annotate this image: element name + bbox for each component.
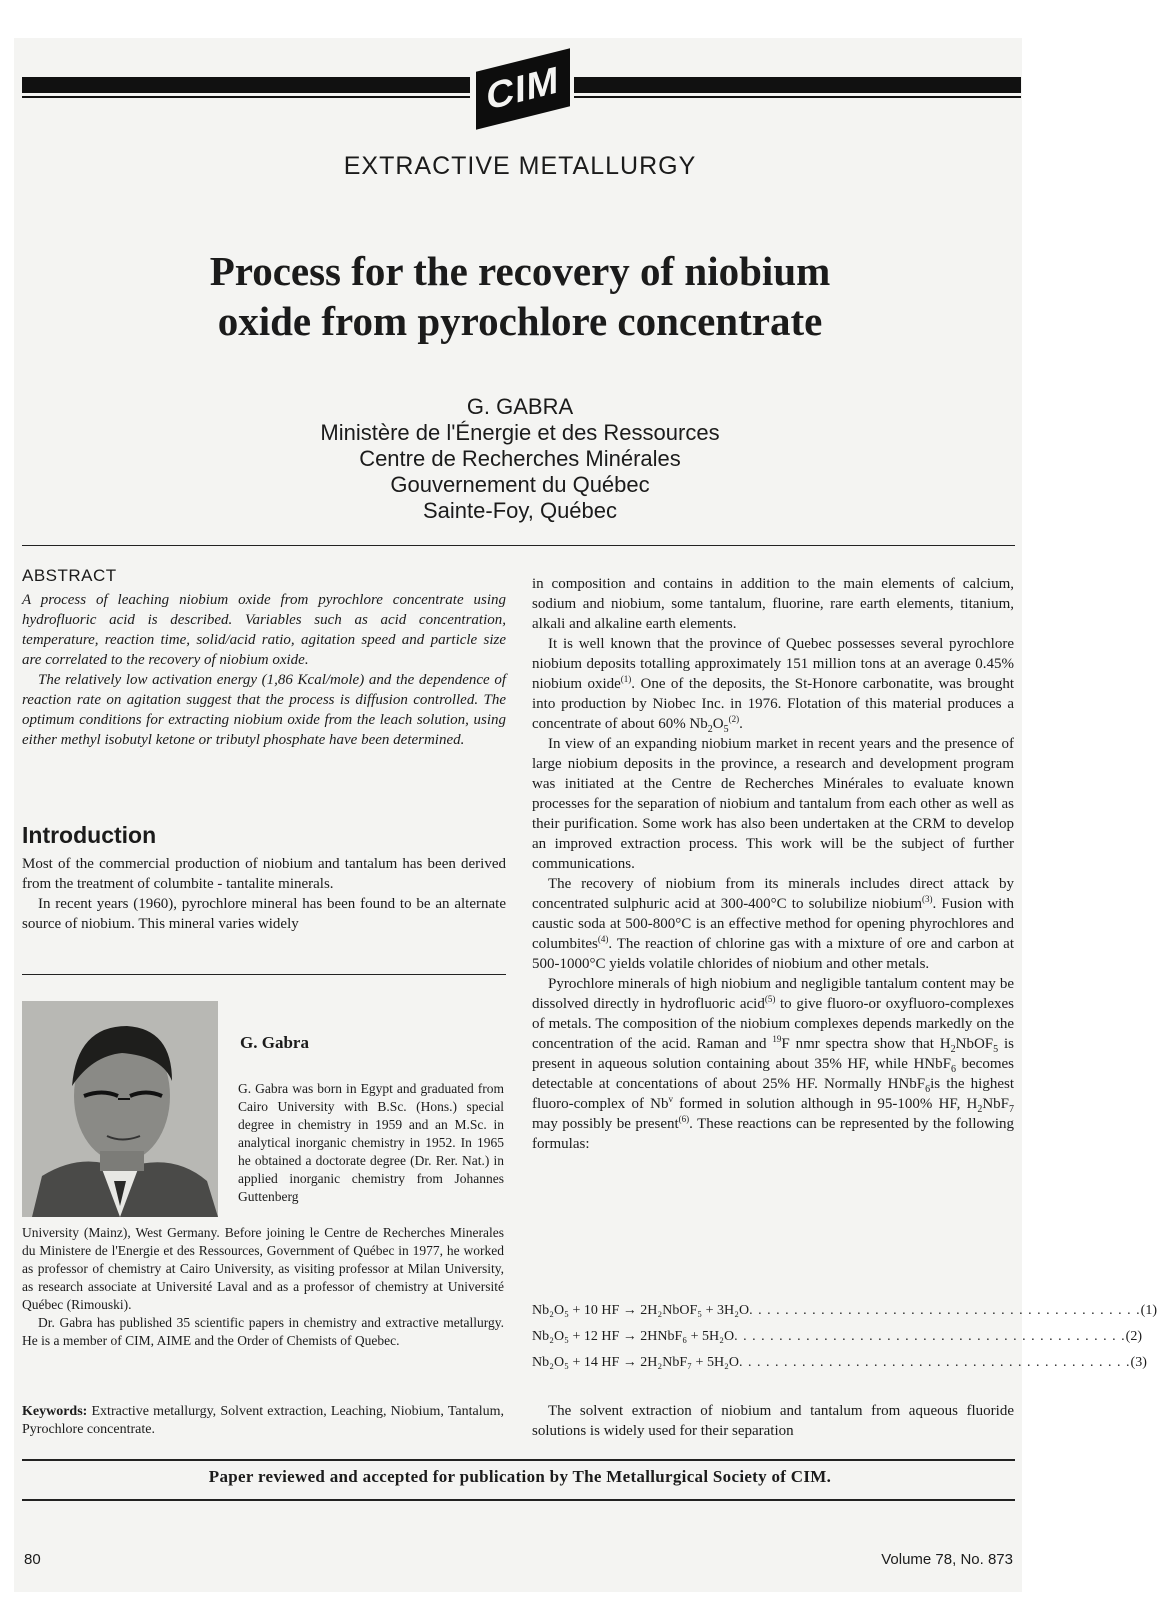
header-rule-left-thin: [22, 96, 470, 98]
bio-text-bottom: [22, 1224, 504, 1350]
introduction-heading: Introduction: [22, 822, 157, 848]
abstract-paragraph: A process of leaching niobium oxide from pyrochlore concentrate using hydrofluoric acid is described. Variables such as acid concentration, temperature, reaction time, solid/acid ratio, agitation speed and particle size are correlated to the recovery of niobium oxide.: [22, 592, 506, 668]
keywords-label: Keywords:: [22, 1404, 88, 1419]
abstract-heading: ABSTRACT: [22, 566, 117, 585]
review-note: Paper reviewed and accepted for publication by The Metallurgical Society of CIM.: [208, 1467, 832, 1486]
page-number: 80: [24, 1551, 41, 1568]
bio-text-top: [238, 1080, 504, 1206]
right-column: [532, 574, 1014, 1154]
author-photo-drawing: [22, 1001, 218, 1217]
body-paragraph: In view of an expanding niobium market in recent years and the presence of large niobium deposits in the province, a research and development program was initiated at the Centre de Recherches Minérales to evaluate known processes for the separation of niobium and tantalum from each other as well as their purification. Some work has also been undertaken at the CRM to develop an improved extraction process. This work will be the subject of further communications.: [532, 736, 1014, 872]
affiliation-line: Sainte-Foy, Québec: [422, 498, 618, 523]
keywords-text: Extractive metallurgy, Solvent extraction, Leaching, Niobium, Tantalum, Pyrochlore concentrate.: [22, 1404, 505, 1437]
article-title: [0, 246, 1040, 346]
affiliation-line: Centre de Recherches Minérales: [359, 446, 681, 471]
right-column-end: [532, 1401, 1014, 1441]
author-name: G. GABRA: [466, 394, 574, 419]
abstract-paragraph: The relatively low activation energy (1,86 Kcal/mole) and the dependence of reaction rate on agitation suggest that the process is diffusion controlled. The optimum conditions for extracting niobium oxide from the leach solution, using either methyl isobutyl ketone or tributyl phosphate have been determined.: [22, 672, 506, 748]
equation-row: Nb₂O₅ + 14 HF → 2H₂NbF₇ + 5H₂O . . . . . . . . . . . . . . . . . . . . . . . . . . . . . . . . . . . . . . . . . . . . (3): [532, 1355, 1147, 1370]
footer-rule-bottom: [22, 1499, 1015, 1501]
bio-paragraph: G. Gabra was born in Egypt and graduated from Cairo University with B.Sc. (Hons.) special degree in chemistry in 1959 and an M.Sc. in analytical inorganic chemistry in 1952. In 1965 he obtained a doctorate degree (Dr. Rer. Nat.) in applied inorganic chemistry from Johannes Guttenberg: [238, 1081, 504, 1204]
bio-paragraph: University (Mainz), West Germany. Before joining le Centre de Recherches Minerales du Ministere de l'Energie et des Ressources, Government of Québec in 1977, he worked as professor of chemistry at Cairo University, as visiting professor at Milan University, as research associate at Université Laval and as a professor of chemistry at Université Québec (Rimouski).: [22, 1225, 504, 1312]
bio-name: G. Gabra: [240, 1033, 309, 1052]
body-paragraph: Most of the commercial production of niobium and tantalum has been derived from the treatment of columbite - tantalite minerals.: [22, 856, 506, 892]
affiliation-line: Ministère de l'Énergie et des Ressources: [320, 420, 720, 445]
header-rule-left: [22, 77, 470, 93]
body-paragraph: The recovery of niobium from its minerals includes direct attack by concentrated sulphuric acid at 300-400°C to solubilize niobium$^{(3)}$. Fusion with caustic soda at 500-800°C is an effective method for opening phyrochlores and columbites$^{(4)}$. The reaction of chlorine gas with a mixture of ore and carbon at 500-1000°C yields volatile chlorides of niobium and other metals.: [532, 876, 1014, 972]
bio-paragraph: Dr. Gabra has published 35 scientific papers in chemistry and extractive metallurgy. He is a member of CIM, AIME and the Order of Chemists of Quebec.: [22, 1315, 504, 1348]
title-line-2: oxide from pyrochlore concentrate: [217, 298, 823, 344]
body-paragraph: The solvent extraction of niobium and tantalum from aqueous fluoride solutions is widely used for their separation: [532, 1403, 1014, 1439]
section-heading: EXTRACTIVE METALLURGY: [343, 152, 697, 180]
body-paragraph: It is well known that the province of Quebec possesses several pyrochlore niobium deposits totalling approximately 151 million tons at an average 0.45% niobium oxide$^{(1)}$. One of the deposits, the St-Honore carbonatite, was brought into production by Niobec Inc. in 1976. Flotation of this material produces a concentrate of about 60% $Nb_2O_5^{(2)}$.: [532, 636, 1014, 735]
divider-under-header: [22, 545, 1015, 546]
body-paragraph: Pyrochlore minerals of high niobium and negligible tantalum content may be dissolved directly in hydrofluoric acid$^{(5)}$ to give fluoro-or oxyfluoro-complexes of metals. The composition of the niobium complexes depends markedly on the concentration of the acid. Raman and $^{19}$F nmr spectra show that $H_2NbOF_5$ is present in aqueous solution containing about 35% HF, while HNbF$_6$ becomes detectable at concentations of about 25% HF. Normally HNbF$_6$is the highest fluoro-complex of Nb$^v$ formed in solution although in 95-100% HF, $H_2NbF_7$ may possibly be present$^{(6)}$. These reactions can be represented by the following formulas:: [532, 976, 1015, 1152]
equation-row: Nb₂O₅ + 12 HF → 2HNbF₆ + 5H₂O . . . . . . . . . . . . . . . . . . . . . . . . . . . . . . . . . . . . . . . . . . . . (2): [532, 1329, 1142, 1344]
cim-logo: CIM: [476, 48, 570, 129]
abstract-text: [22, 590, 506, 750]
header-rule-right-thin: [574, 96, 1021, 98]
equation-row: Nb₂O₅ + 10 HF → 2H₂NbOF₅ + 3H₂O . . . . . . . . . . . . . . . . . . . . . . . . . . . . . . . . . . . . . . . . . . . . (1): [532, 1303, 1157, 1318]
volume-info: Volume 78, No. 873: [881, 1551, 1013, 1568]
affiliation-line: Gouvernement du Québec: [390, 472, 650, 497]
equations: [532, 1298, 1157, 1376]
body-paragraph: In recent years (1960), pyrochlore mineral has been found to be an alternate source of niobium. This mineral varies widely: [22, 896, 506, 932]
body-paragraph: in composition and contains in addition to the main elements of calcium, sodium and niobium, some tantalum, fluorine, rare earth elements, titanium, alkali and alkaline earth elements.: [532, 576, 1014, 632]
author-block: [0, 394, 1040, 524]
title-line-1: Process for the recovery of niobium: [209, 248, 831, 294]
author-photo: [22, 1001, 218, 1217]
keywords: [22, 1403, 504, 1439]
footer-rule-top: [22, 1459, 1015, 1461]
header-rule-right: [574, 77, 1021, 93]
divider-above-bio: [22, 974, 506, 975]
introduction-text: [22, 854, 506, 934]
